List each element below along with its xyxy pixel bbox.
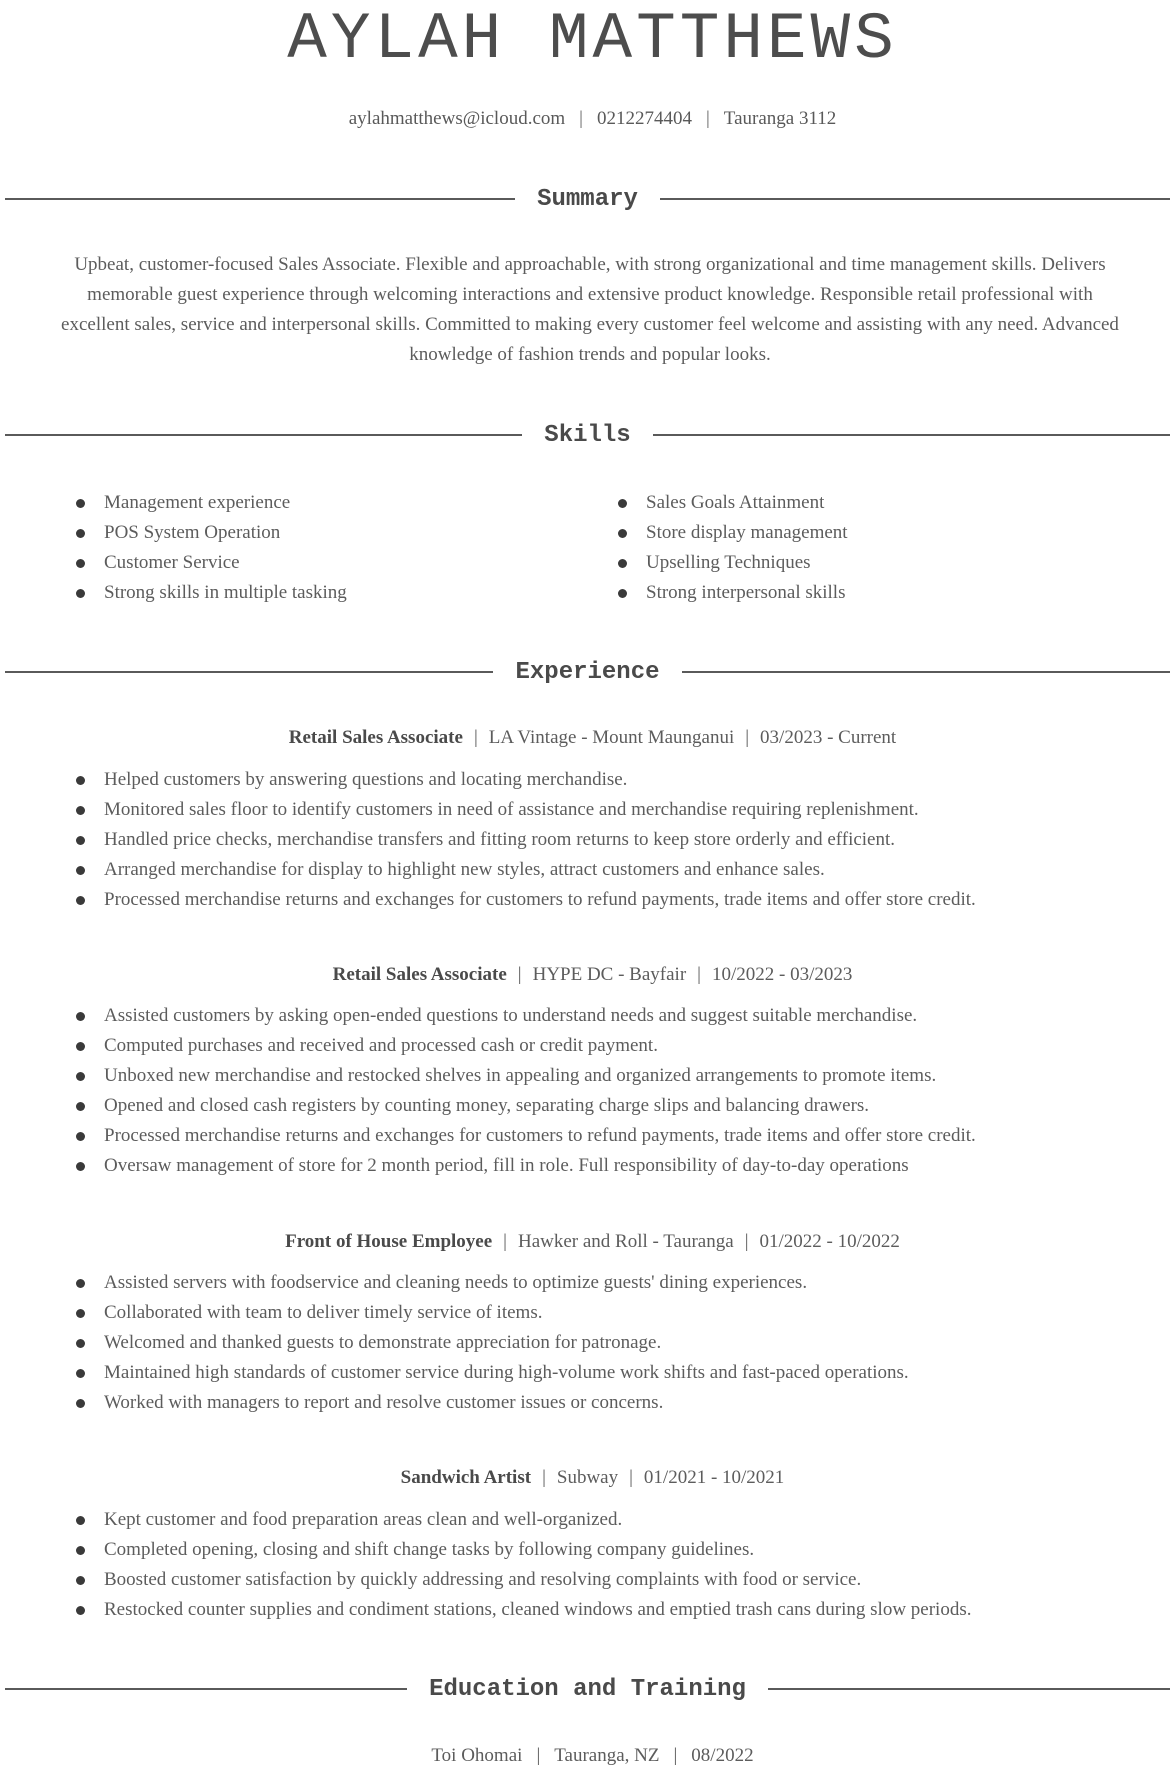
job-separator: | (629, 1467, 633, 1488)
section-rule (5, 1688, 407, 1690)
contact-phone: 0212274404 (596, 108, 692, 129)
job-bullet: Assisted customers by asking open-ended questions to understand needs and suggest suitable merchandise. (72, 1001, 976, 1031)
job-bullet: Processed merchandise returns and exchanges for customers to refund payments, trade items and offer store credit. (72, 1121, 976, 1151)
education-separator: | (536, 1745, 541, 1766)
skill-item: Store display management (614, 518, 848, 548)
job-dates: 01/2021 - 10/2021 (643, 1467, 785, 1488)
section-header-education (5, 1672, 1170, 1706)
job-employer: HYPE DC - Bayfair (532, 964, 687, 985)
job-bullet: Helped customers by answering questions and locating merchandise. (72, 765, 976, 795)
education-school: Toi Ohomai (431, 1745, 523, 1766)
job-bullet: Worked with managers to report and resolve customer issues or concerns. (72, 1388, 909, 1418)
job-bullet: Computed purchases and received and processed cash or credit payment. (72, 1031, 976, 1061)
skills-list-left (72, 488, 347, 608)
skill-item: Management experience (72, 488, 347, 518)
job-bullets (72, 1001, 976, 1181)
job-header (0, 1463, 1170, 1493)
section-rule (768, 1688, 1170, 1690)
job-bullet: Collaborated with team to deliver timely service of items. (72, 1298, 909, 1328)
section-title-summary: Summary (537, 185, 638, 213)
skill-item: Upselling Techniques (614, 548, 848, 578)
section-rule (660, 198, 1170, 200)
job-bullet: Processed merchandise returns and exchanges for customers to refund payments, trade items and offer store credit. (72, 885, 976, 915)
skill-item: Strong skills in multiple tasking (72, 578, 347, 608)
education-separator: | (673, 1745, 678, 1766)
section-header-summary (5, 182, 1170, 216)
job-separator: | (503, 1231, 507, 1252)
job-bullets (72, 1505, 971, 1625)
section-header-skills (5, 418, 1170, 452)
contact-line (0, 104, 1170, 134)
job-separator: | (744, 1231, 749, 1252)
job-employer: LA Vintage - Mount Maunganui (488, 727, 735, 748)
job-bullet: Handled price checks, merchandise transfers and fitting room returns to keep store orderly and efficient. (72, 825, 976, 855)
skill-item: Customer Service (72, 548, 347, 578)
job-separator: | (542, 1467, 546, 1488)
job-bullet: Restocked counter supplies and condiment stations, cleaned windows and emptied trash cans during slow periods. (72, 1595, 971, 1625)
resume-name: AYLAH MATTHEWS (287, 2, 898, 77)
education-date: 08/2022 (691, 1745, 754, 1766)
contact-separator: | (705, 108, 710, 129)
job-bullet: Completed opening, closing and shift change tasks by following company guidelines. (72, 1535, 971, 1565)
job-separator: | (745, 727, 750, 748)
job-bullet: Assisted servers with foodservice and cleaning needs to optimize guests' dining experiences. (72, 1268, 909, 1298)
job-bullet: Boosted customer satisfaction by quickly addressing and resolving complaints with food or service. (72, 1565, 971, 1595)
skill-item: POS System Operation (72, 518, 347, 548)
job-bullet: Monitored sales floor to identify customers in need of assistance and merchandise requiring replenishment. (72, 795, 976, 825)
job-separator: | (697, 964, 701, 985)
education-location: Tauranga, NZ (554, 1745, 660, 1766)
section-rule (5, 434, 522, 436)
job-bullet: Unboxed new merchandise and restocked shelves in appealing and organized arrangements to promote items. (72, 1061, 976, 1091)
section-rule (5, 671, 493, 673)
section-rule (653, 434, 1170, 436)
job-employer: Hawker and Roll - Tauranga (517, 1231, 734, 1252)
job-title: Front of House Employee (285, 1231, 493, 1252)
job-employer: Subway (556, 1467, 619, 1488)
job-header (0, 1227, 1170, 1257)
job-bullet: Welcomed and thanked guests to demonstrate appreciation for patronage. (72, 1328, 909, 1358)
job-bullet: Maintained high standards of customer service during high-volume work shifts and fast-paced operations. (72, 1358, 909, 1388)
contact-email: aylahmatthews@icloud.com (348, 108, 566, 129)
skill-item: Sales Goals Attainment (614, 488, 848, 518)
job-bullets (72, 765, 976, 915)
contact-location: Tauranga 3112 (723, 108, 837, 129)
job-separator: | (473, 727, 478, 748)
job-bullet: Kept customer and food preparation areas clean and well-organized. (72, 1505, 971, 1535)
section-rule (5, 198, 515, 200)
job-dates: 10/2022 - 03/2023 (711, 964, 853, 985)
contact-separator: | (579, 108, 583, 129)
section-title-skills: Skills (544, 421, 631, 449)
section-header-experience (5, 655, 1170, 689)
job-title: Retail Sales Associate (288, 727, 463, 748)
job-bullet: Opened and closed cash registers by counting money, separating charge slips and balancing drawers. (72, 1091, 976, 1121)
job-title: Retail Sales Associate (332, 964, 507, 985)
job-header (0, 723, 1170, 753)
job-dates: 03/2023 - Current (760, 727, 897, 748)
section-title-education: Education and Training (429, 1675, 746, 1703)
education-line (0, 1741, 1170, 1771)
section-rule (682, 671, 1170, 673)
job-dates: 01/2022 - 10/2022 (759, 1231, 900, 1252)
job-bullet: Oversaw management of store for 2 month period, fill in role. Full responsibility of day-to-day operations (72, 1151, 976, 1181)
job-bullets (72, 1268, 909, 1418)
job-title: Sandwich Artist (400, 1467, 532, 1488)
skills-list-right (614, 488, 848, 608)
skill-item: Strong interpersonal skills (614, 578, 848, 608)
job-separator: | (517, 964, 522, 985)
section-title-experience: Experience (515, 658, 660, 686)
summary-text: Upbeat, customer-focused Sales Associate. Flexible and approachable, with strong organizational and time management skills. Delivers memorable guest experience through welcoming interactions and extensive product knowledge. Responsible retail professional with excellent sales, service and interpersonal skills. Committed to making every customer feel welcome and assisting with any need. Advanced knowledge of fashion trends and popular looks. (61, 254, 1119, 365)
job-bullet: Arranged merchandise for display to highlight new styles, attract customers and enhance sales. (72, 855, 976, 885)
job-header (0, 960, 1170, 990)
